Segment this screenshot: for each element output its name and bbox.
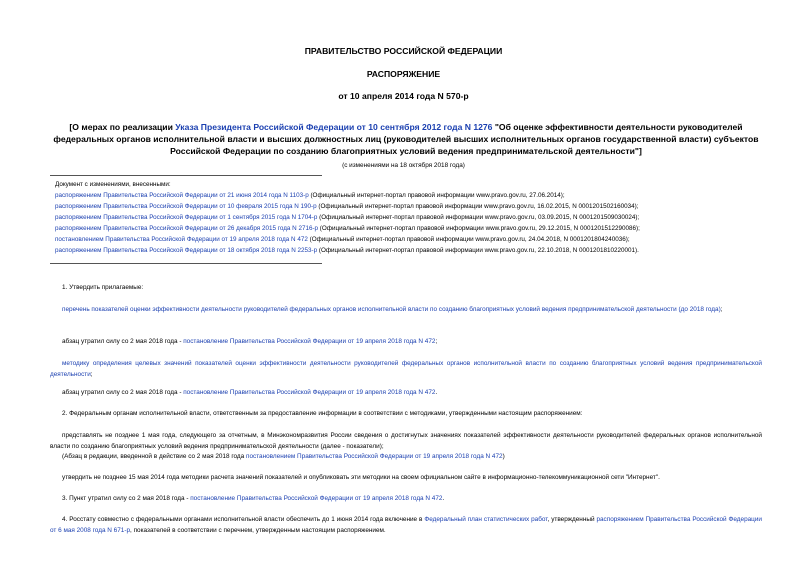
change-item [55, 201, 795, 212]
change-source: (Официальный интернет-портал правовой информации www.pravo.gov.ru, 16.02.2015, N 0001201502160034); [316, 203, 639, 210]
paragraph-10-link-plan[interactable]: Федеральный план статистических работ [424, 516, 548, 523]
change-item [55, 245, 795, 256]
change-source: (Официальный интернет-портал правовой информации www.pravo.gov.ru, 29.12.2015, N 0001201512290086); [318, 225, 640, 232]
change-item [55, 212, 795, 223]
paragraph-5-link[interactable]: постановление Правительства Российской Федерации от 19 апреля 2018 года N 472 [183, 389, 436, 396]
paragraph-4-tail: ; [90, 371, 93, 378]
paragraph-1: 1. Утвердить прилагаемые: [62, 284, 144, 291]
paragraph-9-tail: . [442, 495, 445, 502]
paragraph-10-link-order[interactable]: распоряжением Правительства Российской Федерации от 6 мая 2008 года N 671-р [50, 516, 762, 534]
changes-intro: Документ с изменениями, внесенными: [55, 181, 171, 188]
paragraph-9 [50, 493, 762, 504]
paragraph-2 [50, 304, 762, 315]
change-item [55, 234, 795, 245]
paragraph-7-note-tail: ) [502, 453, 505, 460]
paragraph-7-note-link[interactable]: постановлением Правительства Российской Федерации от 19 апреля 2018 года N 472 [245, 453, 503, 460]
divider-bottom [50, 263, 322, 264]
paragraph-7: представлять не позднее 1 мая года, следующего за отчетным, в Минэкономразвития России сведения о достигнутых значениях показателей эффективности деятельности руководителей федеральных органов исполнительной власти по созданию благоприятных условий ведения предпринимательской деятельности (далее - показатели); [50, 432, 762, 450]
change-link[interactable]: распоряжением Правительства Российской Федерации от 21 июня 2014 года N 1103-р [55, 192, 309, 199]
paragraph-10-text-3: , показателей в соответствии с перечнем, утвержденным настоящим распоряжением. [130, 527, 386, 534]
paragraph-10 [50, 514, 762, 536]
paragraph-3-text: абзац утратил силу со 2 мая 2018 года - [62, 338, 184, 345]
paragraph-5-text: абзац утратил силу со 2 мая 2018 года - [62, 389, 184, 396]
paragraph-5-tail: . [435, 389, 438, 396]
paragraph-2-tail: ; [720, 306, 723, 313]
paragraph-3-link[interactable]: постановление Правительства Российской Федерации от 19 апреля 2018 года N 472 [183, 338, 436, 345]
change-link[interactable]: распоряжением Правительства Российской Федерации от 10 февраля 2015 года N 190-р [55, 203, 317, 210]
change-link[interactable]: распоряжением Правительства Российской Федерации от 26 декабря 2015 года N 2716-р [55, 225, 319, 232]
government-header: ПРАВИТЕЛЬСТВО РОССИЙСКОЙ ФЕДЕРАЦИИ [304, 46, 503, 56]
paragraph-3-tail: ; [435, 338, 438, 345]
paragraph-7-note [50, 451, 762, 462]
change-source: (Официальный интернет-портал правовой информации www.pravo.gov.ru, 27.06.2014); [308, 192, 565, 199]
change-source: (Официальный интернет-портал правовой информации www.pravo.gov.ru, 24.04.2018, N 0001201804240036); [307, 236, 630, 243]
title-part1: [О мерах по реализации [69, 122, 176, 132]
title-part2: "Об оценке эффективности деятельности руководителей федеральных органов исполнительной власти и высших должностных лиц (руководителей высших исполнительных органов государственной власти) субъектов Российской Федерации по созданию благоприятных условий ведения предпринимательской деятельности"] [53, 122, 759, 156]
changes-list [55, 179, 795, 256]
change-link[interactable]: распоряжением Правительства Российской Федерации от 18 октября 2018 года N 2253-р [55, 247, 318, 254]
divider-top [50, 175, 322, 176]
paragraph-4-link[interactable]: методику определения целевых значений показателей оценки эффективности деятельности руководителей федеральных органов исполнительной власти по созданию благоприятных условий ведения предпринимательской деятельности [50, 360, 762, 378]
paragraph-7-note-text: (Абзац в редакции, введенной в действие со 2 мая 2018 года [62, 453, 246, 460]
change-item [55, 190, 795, 201]
paragraph-5 [50, 387, 762, 398]
paragraph-2-link[interactable]: перечень показателей оценки эффективности деятельности руководителей федеральных органов исполнительной власти по созданию благоприятных условий ведения предпринимательской деятельности (до 2018 года) [62, 306, 721, 313]
change-item [55, 223, 795, 234]
revision-note: (с изменениями на 18 октября 2018 года) [342, 162, 465, 169]
paragraph-8: утвердить не позднее 15 мая 2014 года методики расчета значений показателей и опубликовать эти методики на своем официальном сайте в информационно-телекоммуникационной сети "Интернет". [62, 474, 660, 481]
change-source: (Официальный интернет-портал правовой информации www.pravo.gov.ru, 22.10.2018, N 0001201810220001). [317, 247, 639, 254]
paragraph-4 [50, 358, 762, 380]
paragraph-10-text-1: 4. Росстату совместно с федеральными органами исполнительной власти обеспечить до 1 июня 2014 года включение в [62, 516, 425, 523]
change-link[interactable]: постановлением Правительства Российской Федерации от 19 апреля 2018 года N 472 [55, 236, 308, 243]
document-type: РАСПОРЯЖЕНИЕ [366, 69, 441, 79]
paragraph-9-text: 3. Пункт утратил силу со 2 мая 2018 года - [62, 495, 191, 502]
title-link-decree[interactable]: Указа Президента Российской Федерации от 10 сентября 2012 года N 1276 [175, 122, 493, 132]
paragraph-9-link[interactable]: постановление Правительства Российской Федерации от 19 апреля 2018 года N 472 [190, 495, 443, 502]
document-date: от 10 апреля 2014 года N 570-р [338, 91, 469, 101]
paragraph-10-text-2: , утвержденный [547, 516, 597, 523]
paragraph-6: 2. Федеральным органам исполнительной власти, ответственным за предоставление информации в соответствии с методиками, утвержденными настоящим распоряжением: [62, 410, 583, 417]
document-title [50, 121, 762, 157]
change-link[interactable]: распоряжением Правительства Российской Федерации от 1 сентября 2015 года N 1704-р [55, 214, 318, 221]
paragraph-3 [50, 336, 762, 347]
change-source: (Официальный интернет-портал правовой информации www.pravo.gov.ru, 03.09.2015, N 0001201509030024); [317, 214, 640, 221]
